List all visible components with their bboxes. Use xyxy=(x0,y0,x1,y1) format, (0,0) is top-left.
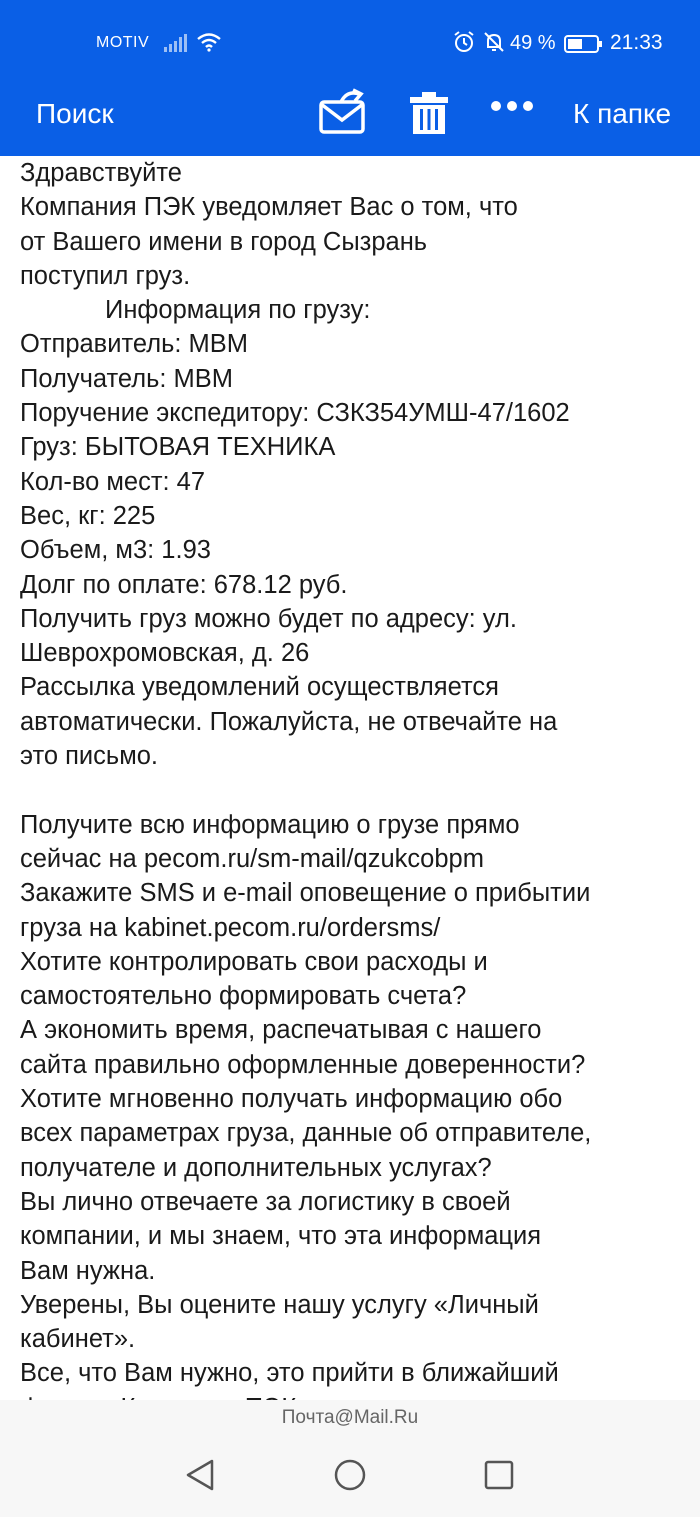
back-to-search-button[interactable]: Поиск xyxy=(36,98,114,129)
mute-icon xyxy=(482,30,506,60)
message-line: Хотите контролировать свои расходы и xyxy=(20,947,488,976)
alarm-icon xyxy=(452,30,476,60)
carrier-label: MOTIV xyxy=(96,34,150,51)
message-line: Груз: БЫТОВАЯ ТЕХНИКА xyxy=(20,433,336,462)
signal-icon xyxy=(164,34,188,58)
message-line: Получатель: МВМ xyxy=(20,364,234,393)
message-line: Поручение экспедитору: СЗКЗ54УМШ-47/1602 xyxy=(20,399,570,428)
wifi-icon xyxy=(196,32,222,58)
message-line: сайта правильно оформленные доверенности? xyxy=(20,1050,586,1079)
message-line: Все, что Вам нужно, это прийти в ближайший xyxy=(20,1359,559,1388)
nav-back-icon[interactable] xyxy=(184,1458,216,1495)
message-line: А экономить время, распечатывая с нашего xyxy=(20,1016,542,1045)
message-line: Информация по грузу: xyxy=(20,296,371,325)
message-line: поступил груз. xyxy=(20,261,191,290)
message-line: Вы лично отвечаете за логистику в своей xyxy=(20,1187,511,1216)
message-line: Закажите SMS и e-mail оповещение о прибытии xyxy=(20,879,591,908)
message-line: Уверены, Вы оцените нашу услугу «Личный xyxy=(20,1290,539,1319)
message-line: это письмо. xyxy=(20,742,158,771)
message-line: Компания ПЭК уведомляет Вас о том, что xyxy=(20,193,518,222)
footer-brand: Почта@Mail.Ru xyxy=(0,1400,700,1440)
message-line xyxy=(20,773,690,807)
message-line: Объем, м3: 1.93 xyxy=(20,536,211,565)
message-body xyxy=(20,156,690,1400)
message-line: Вес, кг: 225 xyxy=(20,501,156,530)
message-toolbar xyxy=(0,84,700,148)
message-line: Хотите мгновенно получать информацию обо xyxy=(20,1085,563,1114)
message-line: Получите всю информацию о грузе прямо xyxy=(20,810,520,839)
message-line: груза на kabinet.pecom.ru/ordersms/ xyxy=(20,913,441,942)
app-header xyxy=(0,0,700,156)
clock: 21:33 xyxy=(610,31,663,54)
message-line: автоматически. Пожалуйста, не отвечайте на xyxy=(20,707,558,736)
battery-percent: 49 % xyxy=(510,32,556,54)
message-line: компании, и мы знаем, что эта информация xyxy=(20,1222,542,1251)
message-line: от Вашего имени в город Сызрань xyxy=(20,227,428,256)
status-bar xyxy=(0,28,700,60)
message-line: всех параметрах груза, данные об отправителе, xyxy=(20,1119,592,1148)
message-line: Кол-во мест: 47 xyxy=(20,467,206,496)
message-line: Получить груз можно будет по адресу: ул. xyxy=(20,604,517,633)
message-line: самостоятельно формировать счета? xyxy=(20,982,467,1011)
battery-icon xyxy=(564,35,604,59)
message-line: Вам нужна. xyxy=(20,1256,156,1285)
trash-icon[interactable] xyxy=(410,90,448,139)
nav-recent-icon[interactable] xyxy=(483,1458,515,1495)
to-folder-button[interactable]: К папке xyxy=(573,98,672,129)
message-line: Отправитель: МВМ xyxy=(20,330,249,359)
message-line: Рассылка уведомлений осуществляется xyxy=(20,673,499,702)
move-envelope-icon[interactable] xyxy=(319,90,367,139)
message-line: сейчас на pecom.ru/sm-mail/qzukcobpm xyxy=(20,844,484,873)
nav-home-icon[interactable] xyxy=(333,1458,367,1495)
message-line: Здравствуйте xyxy=(20,159,182,187)
message-line: Долг по оплате: 678.12 руб. xyxy=(20,570,348,599)
message-line: кабинет». xyxy=(20,1325,136,1354)
android-nav-bar xyxy=(0,1440,700,1517)
message-line: получателе и дополнительных услугах? xyxy=(20,1153,492,1182)
message-line: Шеврохромовская, д. 26 xyxy=(20,639,310,668)
more-icon[interactable] xyxy=(490,100,534,115)
